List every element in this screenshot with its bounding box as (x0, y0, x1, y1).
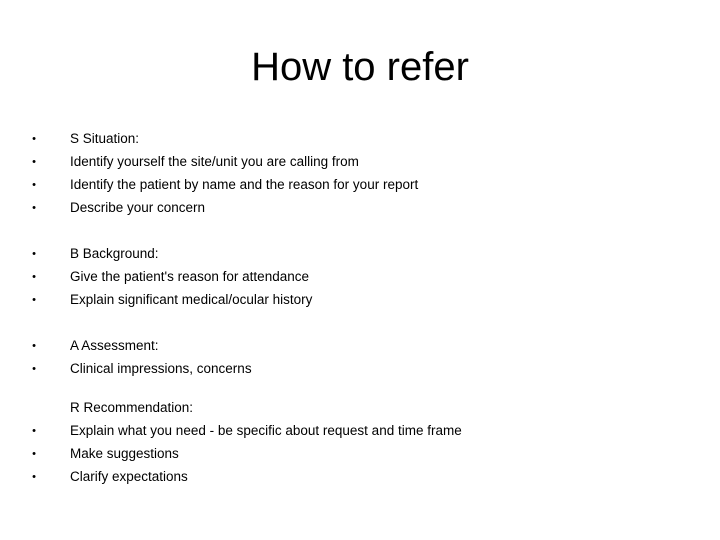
list-item-text: Describe your concern (70, 200, 206, 215)
bullet-icon: • (32, 202, 36, 214)
list-item (0, 397, 720, 419)
bullet-icon: • (32, 294, 36, 306)
list-item-text: Explain significant medical/ocular history (70, 292, 313, 307)
bullet-icon: • (32, 425, 36, 437)
list-item (0, 128, 720, 150)
list-item (0, 266, 720, 288)
list-item-text: Clarify expectations (70, 469, 188, 484)
list-item-text: B Background: (70, 246, 159, 261)
list-item (0, 420, 720, 442)
bullet-icon: • (32, 271, 36, 283)
bullet-icon: • (32, 179, 36, 191)
bullet-icon: • (32, 448, 36, 460)
bullet-icon: • (32, 133, 36, 145)
list-item-text: Clinical impressions, concerns (70, 361, 252, 376)
list-item (0, 335, 720, 357)
list-item-text: S Situation: (70, 131, 140, 146)
list-item (0, 174, 720, 196)
list-item (0, 466, 720, 488)
slide-title: How to refer (251, 45, 469, 89)
list-item-text: Identify yourself the site/unit you are calling from (70, 154, 359, 169)
list-item (0, 151, 720, 173)
list-item-text: Give the patient's reason for attendance (70, 269, 309, 284)
list-item (0, 289, 720, 311)
list-item-text: R Recommendation: (70, 400, 194, 415)
list-item-text: A Assessment: (70, 338, 159, 353)
list-item (0, 243, 720, 265)
list-item (0, 197, 720, 219)
bullet-icon: • (32, 340, 36, 352)
list-item-text: Make suggestions (70, 446, 179, 461)
bullet-icon: • (32, 471, 36, 483)
list-item (0, 443, 720, 465)
bullet-icon: • (32, 156, 36, 168)
bullet-icon: • (32, 363, 36, 375)
list-item-text: Identify the patient by name and the reason for your report (70, 177, 419, 192)
list-item (0, 358, 720, 380)
list-item-text: Explain what you need - be specific about request and time frame (70, 423, 462, 438)
bullet-icon: • (32, 248, 36, 260)
